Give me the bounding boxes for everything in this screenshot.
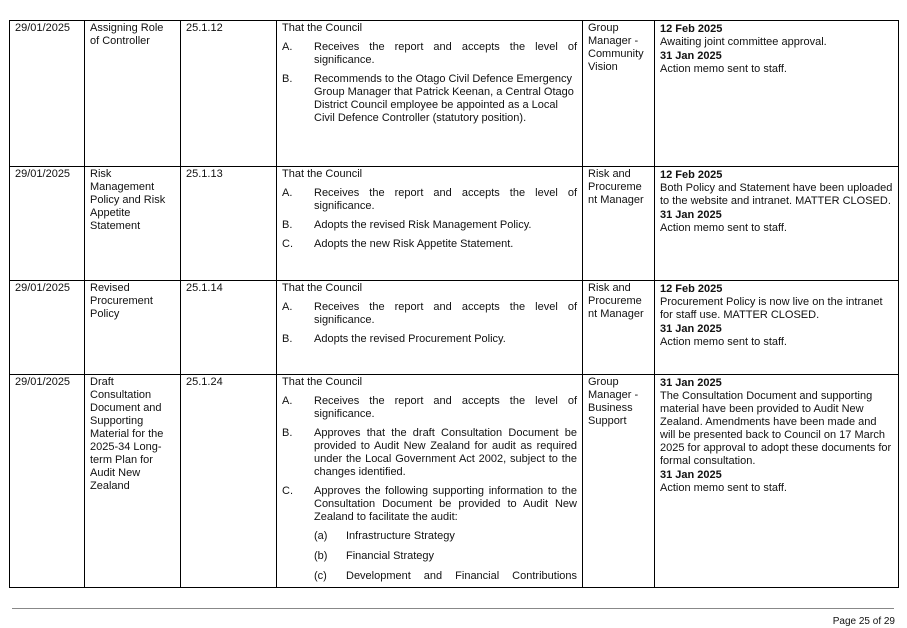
meeting-date: 29/01/2025 — [10, 167, 85, 281]
sub-point — [314, 550, 577, 563]
point-text: Receives the report and accepts the level of significance. — [314, 187, 577, 212]
sub-point-letter: (a) — [314, 530, 328, 542]
resolution-text — [277, 167, 583, 281]
resolution-point — [282, 301, 577, 327]
sub-point-letter: (b) — [314, 550, 328, 562]
status-note: Action memo sent to staff. — [660, 482, 787, 494]
resolution-point — [282, 427, 577, 479]
point-text: Adopts the new Risk Appetite Statement. — [314, 238, 514, 250]
sub-point-letter: (c) — [314, 570, 327, 582]
page-number: Page 25 of 29 — [832, 616, 895, 627]
responsible-officer: Group Manager - Business Support — [583, 375, 655, 588]
resolution-intro: That the Council — [282, 282, 363, 294]
point-text: Adopts the revised Procurement Policy. — [314, 333, 506, 345]
status-note: Action memo sent to staff. — [660, 336, 787, 348]
point-letter: A. — [282, 301, 293, 313]
resolution-ref: 25.1.14 — [181, 281, 277, 375]
table-row — [10, 167, 899, 281]
resolution-ref: 25.1.24 — [181, 375, 277, 588]
resolution-text — [277, 281, 583, 375]
sub-point-text: Development and Financial Contributions — [346, 570, 577, 582]
point-text: Approves that the draft Consultation Document be provided to Audit New Zealand for audit as required under the Local Government Act 2002, subject to the changes identified. — [314, 427, 577, 478]
resolution-point — [282, 238, 577, 251]
point-letter: B. — [282, 427, 293, 439]
point-letter: A. — [282, 187, 293, 199]
status-date: 31 Jan 2025 — [660, 377, 722, 389]
status-note: Procurement Policy is now live on the intranet for staff use. MATTER CLOSED. — [660, 296, 883, 321]
resolution-point — [282, 41, 577, 67]
point-text: Receives the report and accepts the level of significance. — [314, 301, 577, 326]
point-text: Receives the report and accepts the level of significance. — [314, 41, 577, 66]
responsible-officer: Risk and Procureme nt Manager — [583, 167, 655, 281]
item-title: Draft Consultation Document and Supporting Material for the 2025-34 Long-term Plan for Audit New Zealand — [85, 375, 181, 588]
point-text: Adopts the revised Risk Management Policy. — [314, 219, 532, 231]
point-text: Approves the following supporting information to the Consultation Document be provided to Audit New Zealand to facilitate the audit: — [314, 485, 577, 523]
point-letter: A. — [282, 41, 293, 53]
status-note: Both Policy and Statement have been uploaded to the website and intranet. MATTER CLOSED. — [660, 182, 893, 207]
resolution-text — [277, 375, 583, 588]
resolution-point — [282, 485, 577, 524]
resolution-ref: 25.1.12 — [181, 21, 277, 167]
status-date: 31 Jan 2025 — [660, 323, 722, 335]
resolution-point — [282, 333, 577, 346]
resolution-intro: That the Council — [282, 168, 363, 180]
point-letter: B. — [282, 219, 293, 231]
status-date: 12 Feb 2025 — [660, 283, 723, 295]
status-note: Action memo sent to staff. — [660, 222, 787, 234]
status-date: 31 Jan 2025 — [660, 209, 722, 221]
point-text: Recommends to the Otago Civil Defence Emergency Group Manager that Patrick Keenan, a Central Otago District Council employee be appointed as a Local Civil Defence Controller (statutory position). — [314, 73, 574, 124]
responsible-officer: Group Manager - Community Vision — [583, 21, 655, 167]
table-row — [10, 375, 899, 588]
point-letter: C. — [282, 238, 293, 250]
resolution-point — [282, 187, 577, 213]
meeting-date: 29/01/2025 — [10, 21, 85, 167]
footer-divider — [12, 608, 894, 609]
responsible-officer: Risk and Procureme nt Manager — [583, 281, 655, 375]
item-title: Risk Management Policy and Risk Appetite Statement — [85, 167, 181, 281]
status-date: 12 Feb 2025 — [660, 23, 723, 35]
status-date: 12 Feb 2025 — [660, 169, 723, 181]
status-date: 31 Jan 2025 — [660, 50, 722, 62]
status-cell — [655, 375, 899, 588]
status-cell — [655, 281, 899, 375]
status-cell — [655, 167, 899, 281]
resolution-text — [277, 21, 583, 167]
meeting-date: 29/01/2025 — [10, 375, 85, 588]
status-note: Awaiting joint committee approval. — [660, 36, 827, 48]
point-text: Receives the report and accepts the level of significance. — [314, 395, 577, 420]
point-letter: C. — [282, 485, 293, 497]
status-note: The Consultation Document and supporting material have been provided to Audit New Zealand. Amendments have been made and will be presented back to Council on 17 March 2025 for approval to adopt these documents for formal consultation. — [660, 390, 892, 467]
sub-point-text: Financial Strategy — [346, 550, 435, 562]
meeting-date: 29/01/2025 — [10, 281, 85, 375]
resolution-ref: 25.1.13 — [181, 167, 277, 281]
table-row — [10, 21, 899, 167]
actions-table — [9, 20, 899, 588]
point-letter: B. — [282, 73, 293, 85]
resolution-intro: That the Council — [282, 376, 363, 388]
table-row — [10, 281, 899, 375]
item-title: Revised Procurement Policy — [85, 281, 181, 375]
resolution-point — [282, 219, 577, 232]
status-date: 31 Jan 2025 — [660, 469, 722, 481]
status-note: Action memo sent to staff. — [660, 63, 787, 75]
item-title: Assigning Role of Controller — [85, 21, 181, 167]
resolution-point — [282, 73, 577, 125]
sub-point — [314, 530, 577, 543]
status-cell — [655, 21, 899, 167]
sub-point — [314, 570, 577, 583]
point-letter: B. — [282, 333, 293, 345]
resolution-intro: That the Council — [282, 22, 363, 34]
point-letter: A. — [282, 395, 293, 407]
resolution-point — [282, 395, 577, 421]
sub-point-text: Infrastructure Strategy — [346, 530, 455, 542]
